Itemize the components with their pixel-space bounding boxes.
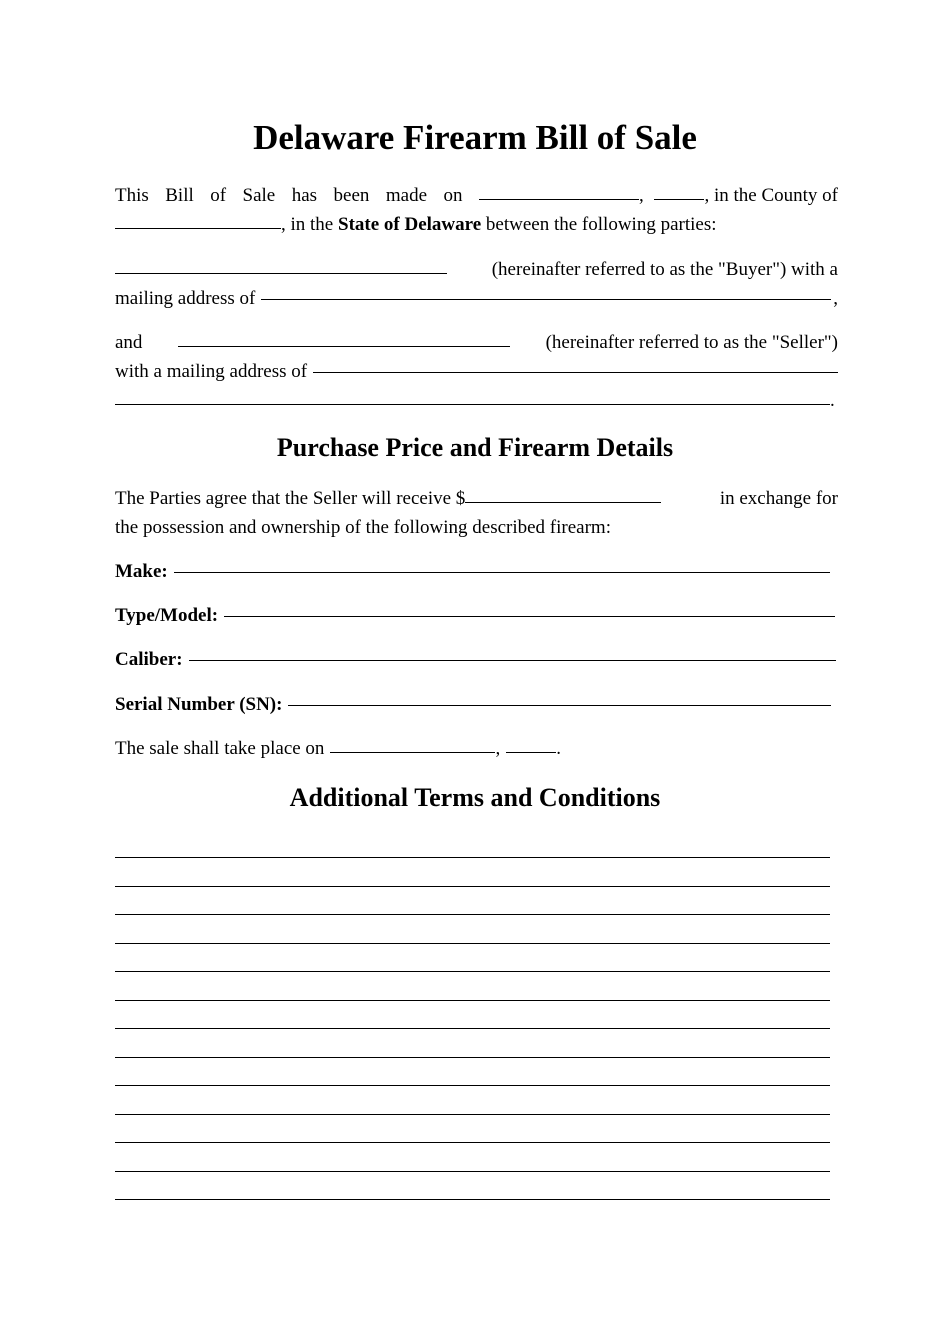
model-blank[interactable] [224, 616, 835, 617]
price-line-2 [115, 513, 838, 542]
terms-line[interactable] [115, 1199, 830, 1200]
state-name: State of Delaware [338, 214, 482, 235]
seller-period: . [830, 390, 835, 411]
buyer-address-blank[interactable] [261, 299, 831, 300]
intro-comma: , [638, 185, 644, 206]
document-title: Delaware Firearm Bill of Sale [253, 118, 697, 157]
buyer-mailing-label: mailing address of [115, 288, 256, 309]
section-heading-purchase: Purchase Price and Firearm Details [276, 433, 674, 462]
seller-line-2 [115, 357, 838, 386]
caliber-field [115, 645, 836, 674]
make-label: Make: [115, 561, 168, 582]
terms-line[interactable] [115, 1057, 830, 1058]
caliber-label: Caliber: [115, 649, 183, 670]
terms-line[interactable] [115, 1142, 830, 1143]
section-heading-terms: Additional Terms and Conditions [289, 783, 661, 812]
terms-line[interactable] [115, 886, 830, 887]
caliber-blank[interactable] [189, 660, 836, 661]
seller-address-blank[interactable] [313, 372, 838, 373]
serial-label: Serial Number (SN): [115, 694, 283, 715]
intro-word: Sale [242, 185, 276, 206]
serial-field [115, 690, 831, 719]
seller-and: and [115, 332, 143, 353]
intro-word: made [385, 185, 428, 206]
buyer-line-2 [115, 284, 838, 313]
terms-line[interactable] [115, 914, 830, 915]
price-text-2: the possession and ownership of the following described firearm: [115, 517, 611, 538]
sale-date-line [115, 734, 838, 763]
terms-line[interactable] [115, 857, 830, 858]
terms-line[interactable] [115, 943, 830, 944]
intro-word: on [443, 185, 463, 206]
intro-word: This [115, 185, 149, 206]
seller-mailing-label: with a mailing address of [115, 361, 308, 382]
model-label: Type/Model: [115, 605, 219, 626]
seller-address-blank-2[interactable] [115, 404, 830, 405]
intro-line-1 [115, 181, 838, 210]
seller-text: (hereinafter referred to as the "Seller") [545, 332, 838, 353]
make-blank[interactable] [174, 572, 830, 573]
seller-name-blank[interactable] [178, 346, 510, 347]
buyer-comma: , [833, 288, 838, 309]
intro-word: has [291, 185, 318, 206]
sale-text: The sale shall take place on [115, 738, 325, 759]
price-blank[interactable] [465, 502, 661, 503]
year-blank[interactable] [654, 199, 704, 200]
serial-blank[interactable] [288, 705, 831, 706]
intro-paragraph [115, 181, 838, 239]
price-text: The Parties agree that the Seller will receive $ [115, 488, 466, 509]
sale-year-blank[interactable] [506, 752, 556, 753]
price-paragraph [115, 484, 838, 542]
price-line-1 [115, 484, 838, 513]
intro-word: Bill [165, 185, 194, 206]
intro-word: of [210, 185, 227, 206]
intro-text: , in the [281, 214, 338, 235]
buyer-paragraph [115, 255, 838, 313]
sale-comma: , [495, 738, 501, 759]
terms-line[interactable] [115, 1028, 830, 1029]
terms-line[interactable] [115, 1000, 830, 1001]
intro-text: between the following parties: [481, 214, 717, 235]
county-blank[interactable] [115, 228, 281, 229]
seller-paragraph [115, 328, 838, 415]
county-of-text: , in the County of [704, 185, 838, 206]
sale-period: . [556, 738, 561, 759]
buyer-line-1 [115, 255, 838, 284]
terms-line[interactable] [115, 1085, 830, 1086]
intro-line-2 [115, 210, 838, 239]
terms-line[interactable] [115, 1171, 830, 1172]
price-text-exchange: in exchange for [719, 488, 838, 509]
make-field [115, 557, 830, 586]
terms-line[interactable] [115, 1114, 830, 1115]
buyer-name-blank[interactable] [115, 273, 447, 274]
terms-line[interactable] [115, 971, 830, 972]
seller-line-1 [115, 328, 838, 357]
date-blank[interactable] [479, 199, 639, 200]
seller-line-3 [115, 386, 838, 415]
model-field [115, 601, 835, 630]
buyer-text: (hereinafter referred to as the "Buyer") with a [491, 259, 838, 280]
sale-date-blank[interactable] [330, 752, 495, 753]
intro-word: been [333, 185, 370, 206]
